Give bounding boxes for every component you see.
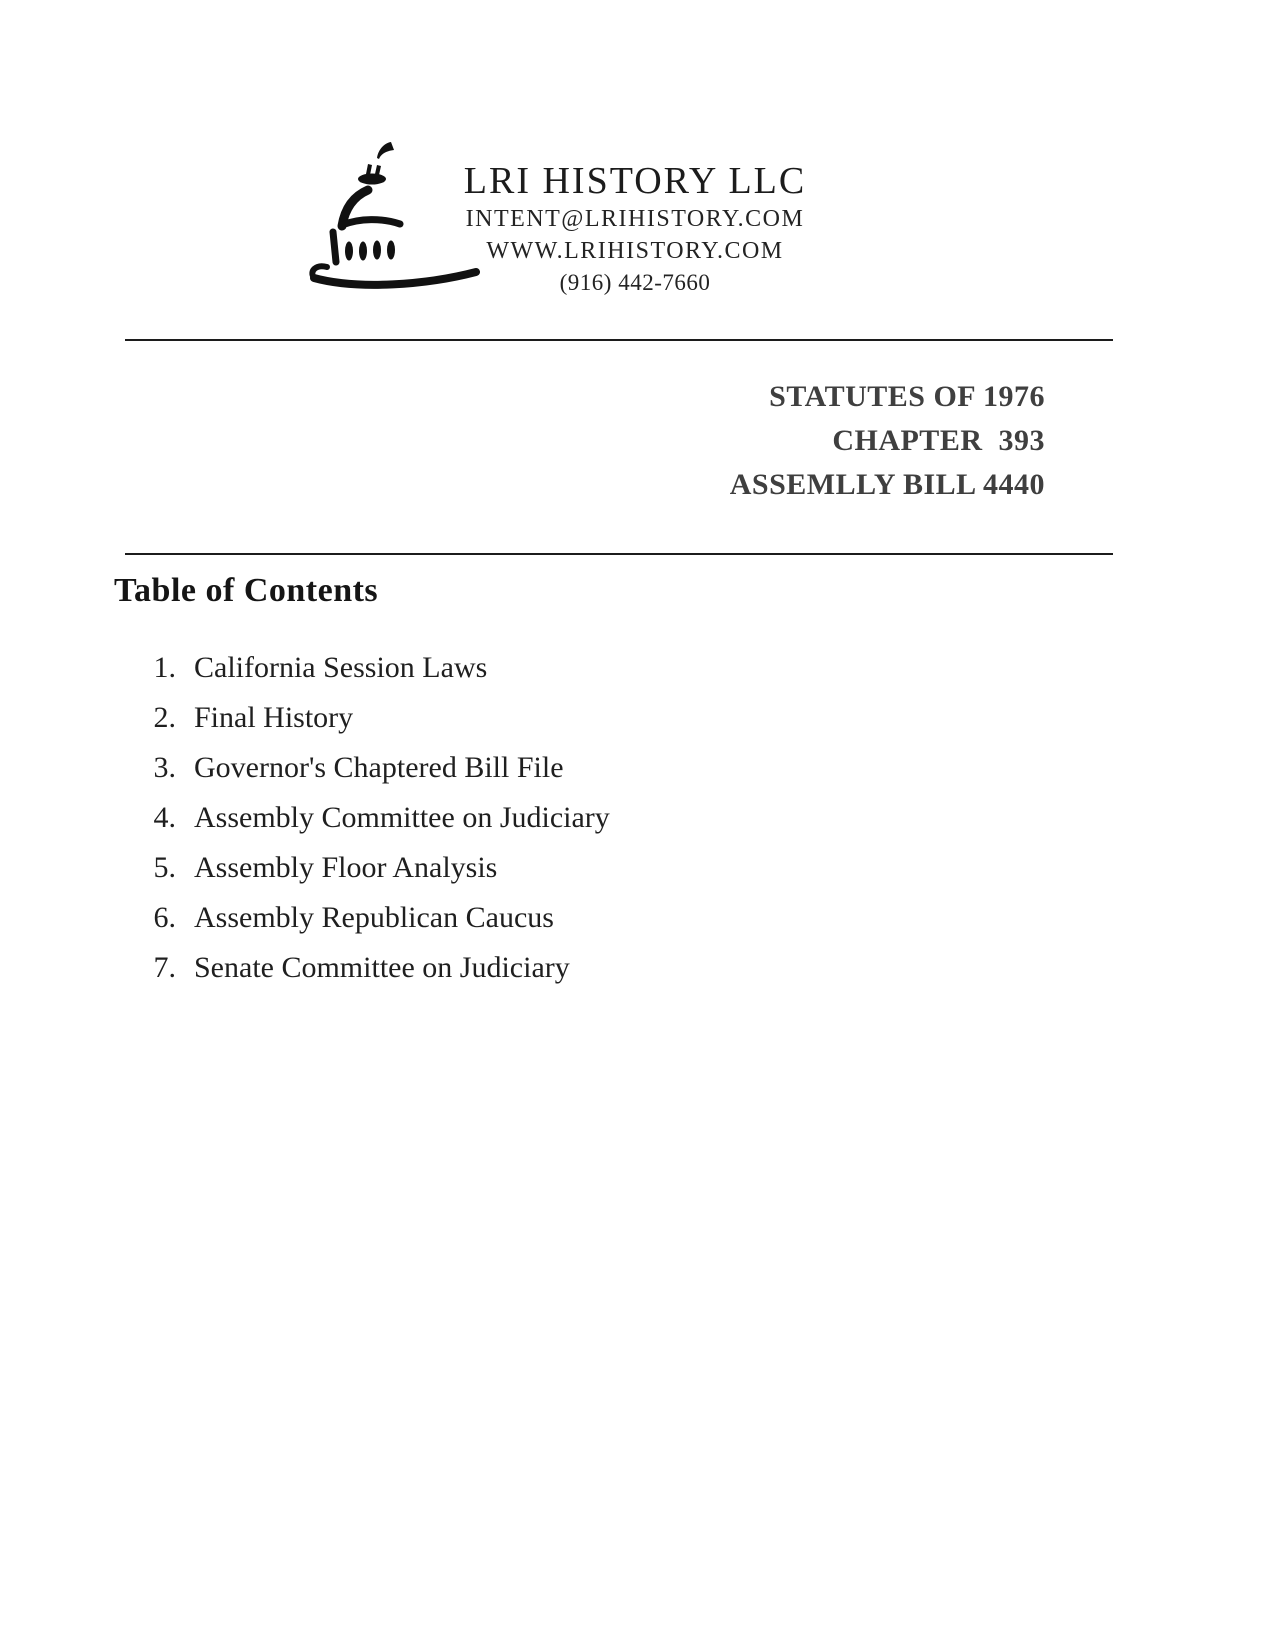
toc-item-number: 3. [153,751,176,784]
company-website: WWW.LRIHISTORY.COM [486,238,784,264]
toc-item-number: 1. [153,651,176,684]
company-phone: (916) 442-7660 [559,270,711,295]
toc-item-label: Governor's Chaptered Bill File [194,751,564,784]
toc-heading: Table of Contents [114,572,379,609]
toc-item-label: Senate Committee on Judiciary [194,951,570,984]
company-email: INTENT@LRIHISTORY.COM [465,206,805,232]
toc-item [0,893,900,943]
toc-list [0,643,900,993]
company-name: LRI HISTORY LLC [463,160,807,202]
toc-item-number: 6. [153,901,176,934]
toc-item-label: Assembly Republican Caucus [194,901,554,934]
toc-item [0,693,900,743]
toc-item [0,943,900,993]
statutes-year-line: STATUTES OF 1976 [769,380,1045,413]
toc-item-number: 4. [153,801,176,834]
toc-item [0,643,900,693]
document-title-block [730,375,1045,507]
toc-item [0,743,900,793]
toc-item-number: 7. [153,951,176,984]
toc-item [0,843,900,893]
toc-item-label: Assembly Committee on Judiciary [194,801,610,834]
toc-item-label: California Session Laws [194,651,488,684]
chapter-line: CHAPTER 393 [832,424,1045,457]
toc-item-label: Final History [194,701,354,734]
toc-item-number: 2. [153,701,176,734]
letterhead [435,160,835,298]
toc-item [0,793,900,843]
horizontal-rule-top [125,339,1113,341]
toc-item-label: Assembly Floor Analysis [194,851,498,884]
assembly-bill-line: ASSEMLLY BILL 4440 [729,468,1045,501]
horizontal-rule-bottom [125,553,1113,555]
toc-item-number: 5. [153,851,176,884]
